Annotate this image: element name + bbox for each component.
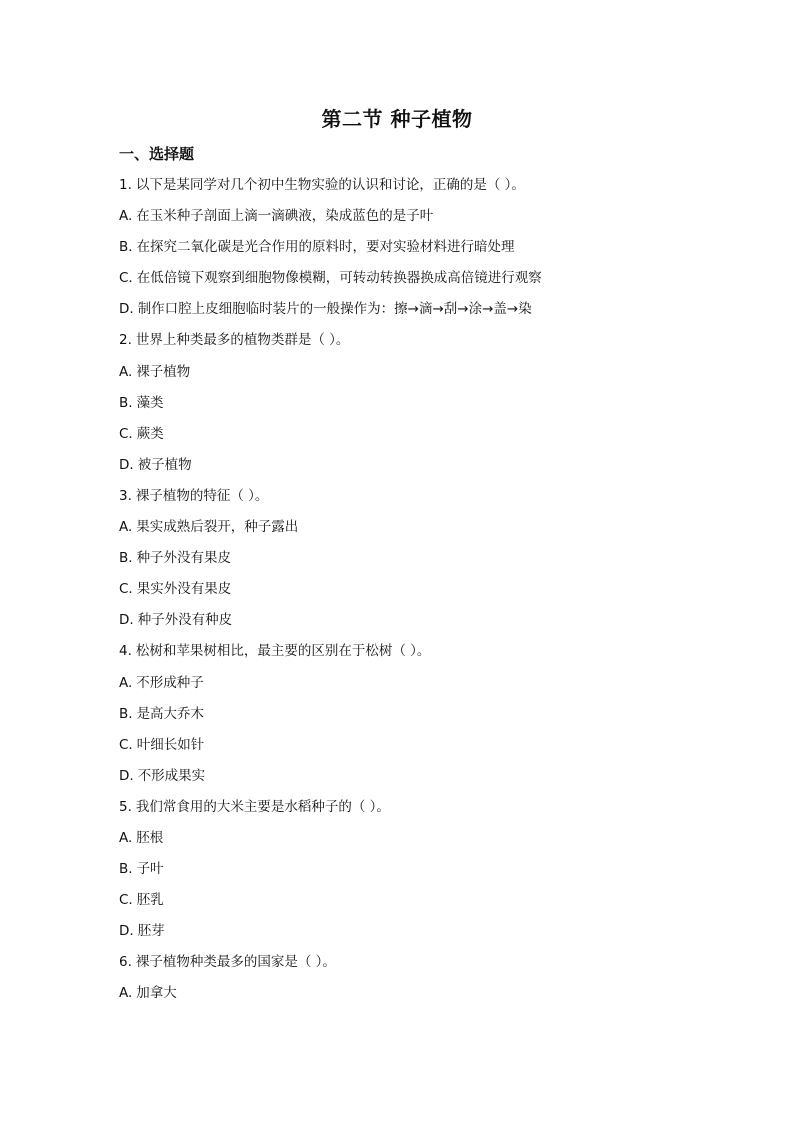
option-label: D. bbox=[119, 767, 134, 784]
question-number: 6. bbox=[119, 954, 132, 971]
option-text: 是高大乔木 bbox=[136, 705, 205, 722]
option-text: 在低倍镜下观察到细胞物像模糊，可转动转换器换成高倍镜进行观察 bbox=[136, 270, 542, 287]
option-label: C. bbox=[119, 736, 133, 753]
question-number: 4. bbox=[119, 643, 132, 660]
option-label: C. bbox=[119, 270, 133, 287]
option-label: D. bbox=[119, 456, 134, 473]
question-stem bbox=[119, 797, 719, 828]
option-text: 胚乳 bbox=[136, 892, 164, 909]
option-item bbox=[119, 859, 719, 890]
page-title: 第二节 种子植物 bbox=[321, 107, 473, 131]
option-label: A. bbox=[119, 363, 133, 380]
option-text: 胚根 bbox=[136, 829, 164, 846]
question-text: 以下是某同学对几个初中生物实验的认识和讨论，正确的是（ ）。 bbox=[135, 177, 525, 193]
option-item bbox=[119, 237, 719, 268]
option-item bbox=[119, 548, 719, 579]
option-text: 胚芽 bbox=[137, 923, 165, 940]
question-text: 世界上种类最多的植物类群是（ ）。 bbox=[135, 332, 350, 349]
option-item bbox=[119, 921, 719, 952]
option-label: D. bbox=[119, 301, 134, 318]
question-number: 2. bbox=[119, 332, 132, 349]
option-item bbox=[119, 766, 719, 797]
question-stem bbox=[119, 952, 719, 983]
option-item bbox=[119, 362, 719, 393]
question-number: 3. bbox=[119, 487, 132, 504]
question-number: 1. bbox=[119, 177, 132, 193]
option-text: 种子外没有果皮 bbox=[136, 550, 232, 567]
question-stem bbox=[119, 175, 719, 206]
question-text: 裸子植物的特征（ ）。 bbox=[135, 487, 269, 504]
option-item bbox=[119, 735, 719, 766]
option-text: 果实成熟后裂开，种子露出 bbox=[136, 519, 299, 536]
option-text: 子叶 bbox=[136, 861, 164, 878]
option-label: B. bbox=[119, 550, 133, 567]
option-text: 果实外没有果皮 bbox=[136, 581, 232, 598]
option-item bbox=[119, 393, 719, 424]
option-label: A. bbox=[119, 208, 133, 225]
section-heading: 一、选择题 bbox=[119, 145, 195, 163]
option-item bbox=[119, 455, 719, 486]
question-list bbox=[119, 175, 719, 1015]
question-stem bbox=[119, 486, 719, 517]
option-label: B. bbox=[119, 861, 133, 878]
option-text: 加拿大 bbox=[136, 985, 177, 1002]
option-label: A. bbox=[119, 674, 133, 691]
question-number: 5. bbox=[119, 798, 132, 815]
option-text: 被子植物 bbox=[137, 456, 192, 473]
option-text: 在探究二氧化碳是光合作用的原料时，要对实验材料进行暗处理 bbox=[136, 239, 515, 256]
option-label: C. bbox=[119, 581, 133, 598]
option-item bbox=[119, 673, 719, 704]
option-text: 不形成果实 bbox=[137, 767, 206, 784]
option-label: C. bbox=[119, 892, 133, 909]
question-stem bbox=[119, 330, 719, 361]
question-text: 松树和苹果树相比，最主要的区别在于松树（ ）。 bbox=[135, 643, 431, 660]
option-label: D. bbox=[119, 612, 134, 629]
option-label: A. bbox=[119, 985, 133, 1002]
question-text: 我们常食用的大米主要是水稻种子的（ ）。 bbox=[135, 798, 390, 815]
option-text: 叶细长如针 bbox=[136, 736, 205, 753]
question-stem bbox=[119, 641, 719, 672]
option-item bbox=[119, 424, 719, 455]
option-item bbox=[119, 983, 719, 1014]
question-text: 裸子植物种类最多的国家是（ ）。 bbox=[135, 954, 336, 971]
option-text: 在玉米种子剖面上滴一滴碘液，染成蓝色的是子叶 bbox=[136, 208, 434, 225]
option-text: 蕨类 bbox=[136, 425, 164, 442]
option-text: 不形成种子 bbox=[136, 674, 204, 691]
option-label: B. bbox=[119, 394, 133, 411]
option-text: 藻类 bbox=[136, 394, 164, 411]
option-label: C. bbox=[119, 425, 133, 442]
option-item bbox=[119, 579, 719, 610]
option-label: B. bbox=[119, 705, 133, 722]
option-item bbox=[119, 890, 719, 921]
option-item bbox=[119, 517, 719, 548]
option-item bbox=[119, 299, 719, 330]
option-label: A. bbox=[119, 519, 133, 536]
option-text: 制作口腔上皮细胞临时装片的一般操作为：擦→滴→刮→涂→盖→染 bbox=[137, 301, 532, 318]
option-label: D. bbox=[119, 923, 134, 940]
option-label: A. bbox=[119, 829, 133, 846]
option-item bbox=[119, 704, 719, 735]
option-label: B. bbox=[119, 239, 133, 256]
option-item bbox=[119, 206, 719, 237]
option-item bbox=[119, 828, 719, 859]
option-text: 种子外没有种皮 bbox=[137, 612, 233, 629]
option-item bbox=[119, 610, 719, 641]
option-text: 裸子植物 bbox=[136, 363, 191, 380]
option-item bbox=[119, 268, 719, 299]
